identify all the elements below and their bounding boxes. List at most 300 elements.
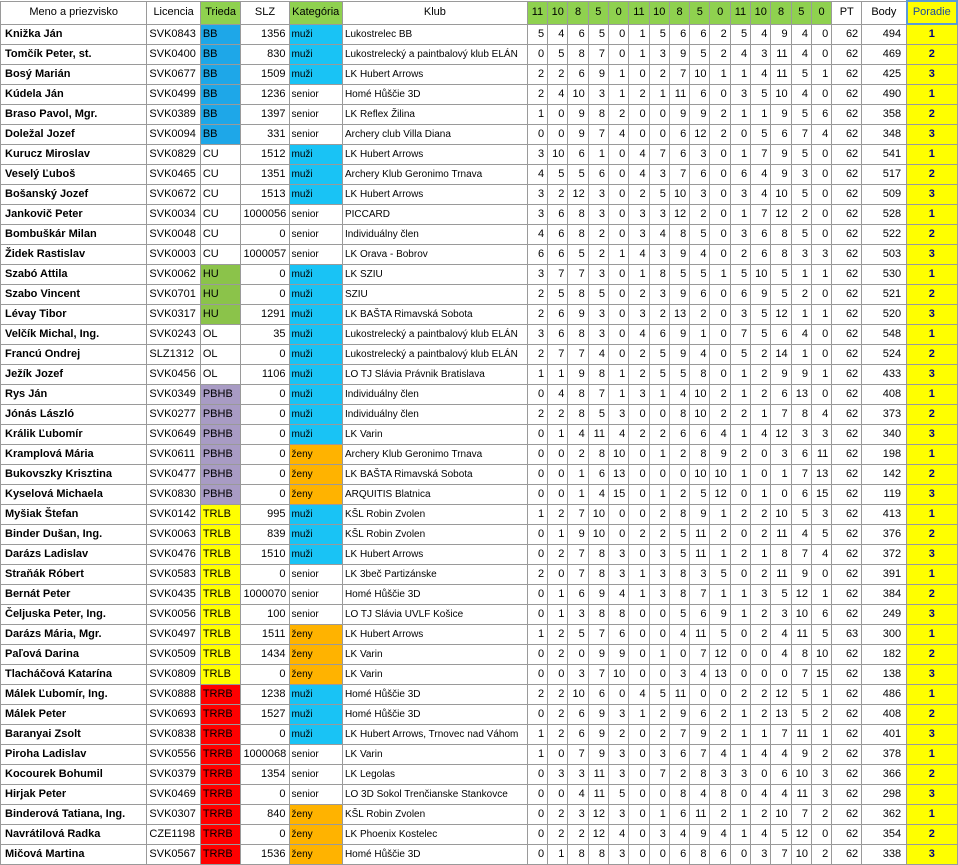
header-pt[interactable]: PT — [832, 1, 862, 24]
cell-score[interactable]: 10 — [690, 405, 710, 425]
cell-score[interactable]: 0 — [609, 505, 629, 525]
cell-score[interactable]: 0 — [649, 625, 669, 645]
cell-klub[interactable]: Individuálny člen — [342, 385, 527, 405]
table-row[interactable] — [1, 785, 958, 805]
cell-score[interactable]: 2 — [791, 205, 811, 225]
cell-trieda[interactable]: BB — [200, 85, 241, 105]
cell-slz[interactable]: 0 — [241, 565, 289, 585]
cell-score[interactable]: 7 — [588, 45, 608, 65]
cell-score[interactable]: 7 — [771, 845, 791, 865]
cell-poradie[interactable]: 3 — [907, 485, 957, 505]
cell-licencia[interactable]: SVK0701 — [147, 285, 200, 305]
cell-score[interactable]: 0 — [568, 645, 588, 665]
cell-score[interactable]: 0 — [690, 685, 710, 705]
cell-score[interactable]: 5 — [791, 105, 811, 125]
cell-score[interactable]: 1 — [568, 465, 588, 485]
cell-poradie[interactable]: 2 — [907, 285, 957, 305]
cell-meno[interactable]: Mičová Martina — [1, 845, 147, 865]
cell-pt[interactable]: 62 — [832, 545, 862, 565]
cell-score[interactable]: 9 — [588, 585, 608, 605]
table-row[interactable] — [1, 805, 958, 825]
cell-score[interactable]: 0 — [629, 725, 649, 745]
cell-licencia[interactable]: SVK0843 — [147, 24, 200, 45]
cell-score[interactable]: 11 — [811, 445, 831, 465]
cell-klub[interactable]: Individuálny člen — [342, 225, 527, 245]
cell-score[interactable]: 4 — [629, 165, 649, 185]
cell-slz[interactable]: 1510 — [241, 545, 289, 565]
cell-poradie[interactable]: 3 — [907, 185, 957, 205]
cell-body[interactable]: 528 — [862, 205, 907, 225]
cell-score[interactable]: 2 — [730, 545, 750, 565]
cell-score[interactable]: 3 — [527, 265, 547, 285]
cell-pt[interactable]: 62 — [832, 565, 862, 585]
header-poradie[interactable]: Poradie — [907, 1, 957, 24]
cell-score[interactable]: 3 — [690, 185, 710, 205]
cell-pt[interactable]: 62 — [832, 365, 862, 385]
cell-score[interactable]: 3 — [588, 85, 608, 105]
cell-score[interactable]: 1 — [730, 365, 750, 385]
header-r2-11[interactable]: 11 — [629, 1, 649, 24]
cell-meno[interactable]: Szabo Vincent — [1, 285, 147, 305]
cell-licencia[interactable]: SVK0307 — [147, 805, 200, 825]
cell-trieda[interactable]: PBHB — [200, 405, 241, 425]
cell-score[interactable]: 9 — [791, 745, 811, 765]
cell-meno[interactable]: Králik Ľubomír — [1, 425, 147, 445]
cell-score[interactable]: 0 — [629, 465, 649, 485]
cell-score[interactable]: 2 — [629, 85, 649, 105]
cell-score[interactable]: 5 — [791, 685, 811, 705]
cell-pt[interactable]: 62 — [832, 145, 862, 165]
cell-licencia[interactable]: CZE1198 — [147, 825, 200, 845]
cell-body[interactable]: 138 — [862, 665, 907, 685]
cell-score[interactable]: 7 — [791, 545, 811, 565]
cell-score[interactable]: 11 — [690, 525, 710, 545]
cell-trieda[interactable]: BB — [200, 65, 241, 85]
cell-trieda[interactable]: BB — [200, 105, 241, 125]
cell-score[interactable]: 2 — [527, 285, 547, 305]
cell-score[interactable]: 0 — [811, 565, 831, 585]
cell-klub[interactable]: Archery club Villa Diana — [342, 125, 527, 145]
cell-score[interactable]: 5 — [730, 265, 750, 285]
cell-meno[interactable]: Bošanský Jozef — [1, 185, 147, 205]
cell-score[interactable]: 3 — [609, 705, 629, 725]
cell-trieda[interactable]: TRLB — [200, 605, 241, 625]
cell-score[interactable]: 0 — [811, 385, 831, 405]
cell-kategoria[interactable]: muži — [289, 145, 342, 165]
cell-score[interactable]: 4 — [609, 825, 629, 845]
table-row[interactable] — [1, 525, 958, 545]
cell-score[interactable]: 2 — [649, 305, 669, 325]
cell-score[interactable]: 2 — [649, 425, 669, 445]
table-row[interactable] — [1, 665, 958, 685]
cell-score[interactable]: 2 — [649, 505, 669, 525]
cell-score[interactable]: 13 — [669, 305, 689, 325]
cell-score[interactable]: 4 — [548, 24, 568, 45]
cell-score[interactable]: 2 — [710, 725, 730, 745]
cell-kategoria[interactable]: muži — [289, 24, 342, 45]
cell-score[interactable]: 2 — [690, 205, 710, 225]
cell-licencia[interactable]: SVK0389 — [147, 105, 200, 125]
cell-score[interactable]: 3 — [751, 585, 771, 605]
cell-trieda[interactable]: PBHB — [200, 385, 241, 405]
cell-score[interactable]: 0 — [710, 85, 730, 105]
cell-score[interactable]: 3 — [649, 825, 669, 845]
cell-score[interactable]: 3 — [609, 805, 629, 825]
cell-slz[interactable]: 1000068 — [241, 745, 289, 765]
cell-score[interactable]: 4 — [771, 645, 791, 665]
cell-score[interactable]: 0 — [649, 405, 669, 425]
cell-score[interactable]: 4 — [629, 325, 649, 345]
cell-kategoria[interactable]: muži — [289, 165, 342, 185]
cell-trieda[interactable]: HU — [200, 265, 241, 285]
header-r1-0[interactable]: 0 — [609, 1, 629, 24]
cell-klub[interactable]: LK Phoenix Kostelec — [342, 825, 527, 845]
cell-score[interactable]: 2 — [527, 405, 547, 425]
cell-score[interactable]: 5 — [588, 285, 608, 305]
cell-score[interactable]: 5 — [690, 225, 710, 245]
cell-poradie[interactable]: 1 — [907, 805, 957, 825]
cell-score[interactable]: 5 — [609, 785, 629, 805]
cell-score[interactable]: 5 — [669, 525, 689, 545]
cell-score[interactable]: 0 — [710, 165, 730, 185]
cell-pt[interactable]: 62 — [832, 245, 862, 265]
cell-score[interactable]: 1 — [811, 265, 831, 285]
cell-score[interactable]: 9 — [669, 285, 689, 305]
cell-score[interactable]: 3 — [730, 305, 750, 325]
cell-licencia[interactable]: SVK0400 — [147, 45, 200, 65]
cell-pt[interactable]: 62 — [832, 485, 862, 505]
cell-score[interactable]: 8 — [690, 365, 710, 385]
cell-score[interactable]: 7 — [548, 265, 568, 285]
cell-kategoria[interactable]: ženy — [289, 825, 342, 845]
cell-score[interactable]: 0 — [629, 785, 649, 805]
cell-score[interactable]: 6 — [588, 465, 608, 485]
cell-score[interactable]: 0 — [548, 785, 568, 805]
cell-poradie[interactable]: 1 — [907, 325, 957, 345]
cell-score[interactable]: 3 — [629, 225, 649, 245]
cell-poradie[interactable]: 2 — [907, 45, 957, 65]
cell-kategoria[interactable]: ženy — [289, 625, 342, 645]
cell-score[interactable]: 2 — [629, 425, 649, 445]
cell-body[interactable]: 503 — [862, 245, 907, 265]
cell-score[interactable]: 8 — [771, 545, 791, 565]
cell-kategoria[interactable]: muži — [289, 345, 342, 365]
cell-trieda[interactable]: TRLB — [200, 505, 241, 525]
cell-pt[interactable]: 62 — [832, 105, 862, 125]
cell-score[interactable]: 0 — [811, 345, 831, 365]
cell-licencia[interactable]: SVK0888 — [147, 685, 200, 705]
cell-score[interactable]: 9 — [690, 105, 710, 125]
cell-slz[interactable]: 1238 — [241, 685, 289, 705]
cell-trieda[interactable]: TRLB — [200, 665, 241, 685]
cell-score[interactable]: 2 — [751, 625, 771, 645]
cell-score[interactable]: 3 — [771, 445, 791, 465]
cell-score[interactable]: 1 — [710, 65, 730, 85]
cell-score[interactable]: 0 — [710, 685, 730, 705]
cell-score[interactable]: 1 — [527, 625, 547, 645]
cell-score[interactable]: 7 — [791, 665, 811, 685]
cell-licencia[interactable]: SVK0509 — [147, 645, 200, 665]
cell-score[interactable]: 6 — [811, 105, 831, 125]
cell-score[interactable]: 2 — [710, 525, 730, 545]
cell-score[interactable]: 4 — [751, 24, 771, 45]
cell-score[interactable]: 0 — [609, 265, 629, 285]
cell-meno[interactable]: Bosý Marián — [1, 65, 147, 85]
cell-score[interactable]: 5 — [730, 24, 750, 45]
cell-score[interactable]: 5 — [649, 685, 669, 705]
cell-pt[interactable]: 62 — [832, 265, 862, 285]
table-row[interactable] — [1, 285, 958, 305]
cell-score[interactable]: 0 — [751, 465, 771, 485]
cell-pt[interactable]: 62 — [832, 465, 862, 485]
cell-score[interactable]: 3 — [649, 545, 669, 565]
cell-score[interactable]: 0 — [710, 345, 730, 365]
cell-pt[interactable]: 62 — [832, 505, 862, 525]
cell-score[interactable]: 10 — [588, 505, 608, 525]
cell-score[interactable]: 3 — [609, 765, 629, 785]
cell-score[interactable]: 5 — [568, 245, 588, 265]
table-row[interactable] — [1, 125, 958, 145]
cell-score[interactable]: 1 — [710, 545, 730, 565]
cell-score[interactable]: 3 — [548, 765, 568, 785]
cell-score[interactable]: 6 — [568, 585, 588, 605]
cell-score[interactable]: 2 — [751, 605, 771, 625]
cell-score[interactable]: 6 — [568, 725, 588, 745]
cell-score[interactable]: 0 — [527, 765, 547, 785]
cell-score[interactable]: 7 — [669, 725, 689, 745]
cell-trieda[interactable]: BB — [200, 24, 241, 45]
cell-score[interactable]: 5 — [751, 85, 771, 105]
cell-slz[interactable]: 0 — [241, 825, 289, 845]
cell-score[interactable]: 15 — [811, 485, 831, 505]
cell-score[interactable]: 6 — [690, 285, 710, 305]
cell-meno[interactable]: Navrátilová Radka — [1, 825, 147, 845]
cell-score[interactable]: 12 — [791, 825, 811, 845]
cell-score[interactable]: 6 — [791, 485, 811, 505]
cell-score[interactable]: 0 — [527, 805, 547, 825]
cell-score[interactable]: 2 — [548, 705, 568, 725]
cell-body[interactable]: 366 — [862, 765, 907, 785]
cell-score[interactable]: 4 — [609, 585, 629, 605]
table-row[interactable] — [1, 585, 958, 605]
cell-score[interactable]: 0 — [751, 645, 771, 665]
cell-meno[interactable]: Darázs Mária, Mgr. — [1, 625, 147, 645]
cell-score[interactable]: 6 — [690, 24, 710, 45]
cell-score[interactable]: 1 — [609, 385, 629, 405]
cell-licencia[interactable]: SVK0379 — [147, 765, 200, 785]
cell-score[interactable]: 3 — [527, 185, 547, 205]
cell-kategoria[interactable]: ženy — [289, 645, 342, 665]
table-row[interactable] — [1, 405, 958, 425]
cell-trieda[interactable]: CU — [200, 225, 241, 245]
cell-score[interactable]: 5 — [568, 165, 588, 185]
header-kategoria[interactable]: Kategória — [289, 1, 342, 24]
cell-score[interactable]: 2 — [629, 525, 649, 545]
cell-trieda[interactable]: TRRB — [200, 725, 241, 745]
cell-score[interactable]: 2 — [669, 765, 689, 785]
cell-score[interactable]: 2 — [730, 405, 750, 425]
cell-score[interactable]: 5 — [771, 585, 791, 605]
cell-score[interactable]: 5 — [771, 265, 791, 285]
header-r2-0[interactable]: 0 — [710, 1, 730, 24]
cell-score[interactable]: 1 — [811, 725, 831, 745]
cell-score[interactable]: 12 — [669, 205, 689, 225]
cell-score[interactable]: 3 — [527, 205, 547, 225]
cell-score[interactable]: 5 — [690, 45, 710, 65]
cell-score[interactable]: 5 — [690, 265, 710, 285]
cell-kategoria[interactable]: ženy — [289, 805, 342, 825]
cell-slz[interactable]: 0 — [241, 485, 289, 505]
cell-slz[interactable]: 331 — [241, 125, 289, 145]
cell-score[interactable]: 4 — [791, 85, 811, 105]
cell-licencia[interactable]: SVK0003 — [147, 245, 200, 265]
cell-score[interactable]: 9 — [771, 145, 791, 165]
header-r2-10[interactable]: 10 — [649, 1, 669, 24]
cell-score[interactable]: 10 — [609, 665, 629, 685]
cell-score[interactable]: 0 — [649, 465, 669, 485]
cell-poradie[interactable]: 3 — [907, 665, 957, 685]
cell-score[interactable]: 11 — [791, 725, 811, 745]
table-row[interactable] — [1, 145, 958, 165]
cell-score[interactable]: 2 — [730, 685, 750, 705]
cell-licencia[interactable]: SVK0829 — [147, 145, 200, 165]
cell-score[interactable]: 1 — [609, 85, 629, 105]
cell-score[interactable]: 0 — [629, 825, 649, 845]
cell-score[interactable]: 4 — [669, 825, 689, 845]
table-row[interactable] — [1, 225, 958, 245]
cell-poradie[interactable]: 2 — [907, 105, 957, 125]
cell-score[interactable]: 6 — [811, 605, 831, 625]
cell-klub[interactable]: LK Hubert Arrows — [342, 185, 527, 205]
cell-pt[interactable]: 62 — [832, 725, 862, 745]
cell-score[interactable]: 2 — [751, 385, 771, 405]
cell-score[interactable]: 2 — [548, 805, 568, 825]
cell-slz[interactable]: 0 — [241, 385, 289, 405]
cell-score[interactable]: 8 — [669, 505, 689, 525]
cell-score[interactable]: 2 — [609, 105, 629, 125]
cell-score[interactable]: 5 — [669, 365, 689, 385]
cell-score[interactable]: 3 — [811, 505, 831, 525]
cell-meno[interactable]: Kurucz Miroslav — [1, 145, 147, 165]
cell-score[interactable]: 10 — [690, 385, 710, 405]
cell-score[interactable]: 2 — [548, 825, 568, 845]
cell-score[interactable]: 8 — [771, 225, 791, 245]
cell-kategoria[interactable]: muži — [289, 525, 342, 545]
cell-score[interactable]: 5 — [649, 185, 669, 205]
cell-score[interactable]: 0 — [730, 125, 750, 145]
cell-score[interactable]: 11 — [669, 685, 689, 705]
cell-licencia[interactable]: SVK0677 — [147, 65, 200, 85]
header-r2-5[interactable]: 5 — [690, 1, 710, 24]
cell-score[interactable]: 0 — [527, 645, 547, 665]
cell-trieda[interactable]: PBHB — [200, 445, 241, 465]
cell-klub[interactable]: LK Legolas — [342, 765, 527, 785]
cell-meno[interactable]: Francú Ondrej — [1, 345, 147, 365]
cell-body[interactable]: 372 — [862, 545, 907, 565]
cell-score[interactable]: 2 — [751, 705, 771, 725]
cell-trieda[interactable]: BB — [200, 125, 241, 145]
cell-licencia[interactable]: SVK0611 — [147, 445, 200, 465]
cell-klub[interactable]: KŠL Robin Zvolen — [342, 805, 527, 825]
cell-score[interactable]: 5 — [791, 505, 811, 525]
cell-score[interactable]: 2 — [811, 745, 831, 765]
cell-score[interactable]: 0 — [710, 285, 730, 305]
cell-licencia[interactable]: SVK0277 — [147, 405, 200, 425]
cell-meno[interactable]: Velčík Michal, Ing. — [1, 325, 147, 345]
table-row[interactable] — [1, 745, 958, 765]
cell-meno[interactable]: Ježík Jozef — [1, 365, 147, 385]
cell-score[interactable]: 3 — [609, 565, 629, 585]
cell-score[interactable]: 1 — [527, 365, 547, 385]
header-r3-5[interactable]: 5 — [791, 1, 811, 24]
cell-slz[interactable]: 0 — [241, 225, 289, 245]
cell-body[interactable]: 509 — [862, 185, 907, 205]
header-r3-11[interactable]: 11 — [730, 1, 750, 24]
table-row[interactable] — [1, 24, 958, 45]
cell-score[interactable]: 11 — [771, 525, 791, 545]
cell-trieda[interactable]: HU — [200, 305, 241, 325]
cell-licencia[interactable]: SVK0477 — [147, 465, 200, 485]
cell-klub[interactable]: LO TJ Slávia Právnik Bratislava — [342, 365, 527, 385]
cell-kategoria[interactable]: senior — [289, 105, 342, 125]
cell-score[interactable]: 4 — [588, 485, 608, 505]
cell-pt[interactable]: 62 — [832, 605, 862, 625]
cell-score[interactable]: 2 — [710, 105, 730, 125]
cell-poradie[interactable]: 2 — [907, 585, 957, 605]
cell-score[interactable]: 6 — [669, 145, 689, 165]
cell-score[interactable]: 6 — [548, 225, 568, 245]
cell-poradie[interactable]: 3 — [907, 545, 957, 565]
cell-klub[interactable]: LK BAŠTA Rimavská Sobota — [342, 305, 527, 325]
cell-pt[interactable]: 62 — [832, 585, 862, 605]
cell-score[interactable]: 4 — [669, 625, 689, 645]
cell-poradie[interactable]: 2 — [907, 225, 957, 245]
cell-score[interactable]: 3 — [751, 845, 771, 865]
cell-pt[interactable]: 62 — [832, 645, 862, 665]
cell-score[interactable]: 1 — [730, 145, 750, 165]
cell-score[interactable]: 10 — [690, 465, 710, 485]
cell-kategoria[interactable]: ženy — [289, 465, 342, 485]
cell-score[interactable]: 3 — [690, 145, 710, 165]
cell-score[interactable]: 6 — [669, 125, 689, 145]
cell-score[interactable]: 12 — [791, 585, 811, 605]
cell-trieda[interactable]: CU — [200, 165, 241, 185]
cell-score[interactable]: 5 — [751, 305, 771, 325]
cell-score[interactable]: 0 — [629, 765, 649, 785]
cell-body[interactable]: 142 — [862, 465, 907, 485]
cell-slz[interactable]: 0 — [241, 445, 289, 465]
cell-poradie[interactable]: 2 — [907, 705, 957, 725]
table-row[interactable] — [1, 505, 958, 525]
cell-klub[interactable]: Lukostrelecký a paintbalový klub ELÁN — [342, 345, 527, 365]
cell-klub[interactable]: KŠL Robin Zvolen — [342, 505, 527, 525]
cell-score[interactable]: 2 — [548, 625, 568, 645]
cell-score[interactable]: 3 — [669, 665, 689, 685]
cell-score[interactable]: 9 — [751, 285, 771, 305]
cell-meno[interactable]: Knižka Ján — [1, 24, 147, 45]
cell-poradie[interactable]: 3 — [907, 845, 957, 865]
cell-poradie[interactable]: 1 — [907, 24, 957, 45]
cell-score[interactable]: 13 — [609, 465, 629, 485]
cell-score[interactable]: 0 — [669, 465, 689, 485]
cell-score[interactable]: 6 — [669, 805, 689, 825]
cell-score[interactable]: 0 — [629, 805, 649, 825]
cell-score[interactable]: 1 — [771, 465, 791, 485]
table-row[interactable] — [1, 725, 958, 745]
cell-licencia[interactable]: SVK0693 — [147, 705, 200, 725]
cell-score[interactable]: 2 — [730, 445, 750, 465]
cell-slz[interactable]: 1000056 — [241, 205, 289, 225]
